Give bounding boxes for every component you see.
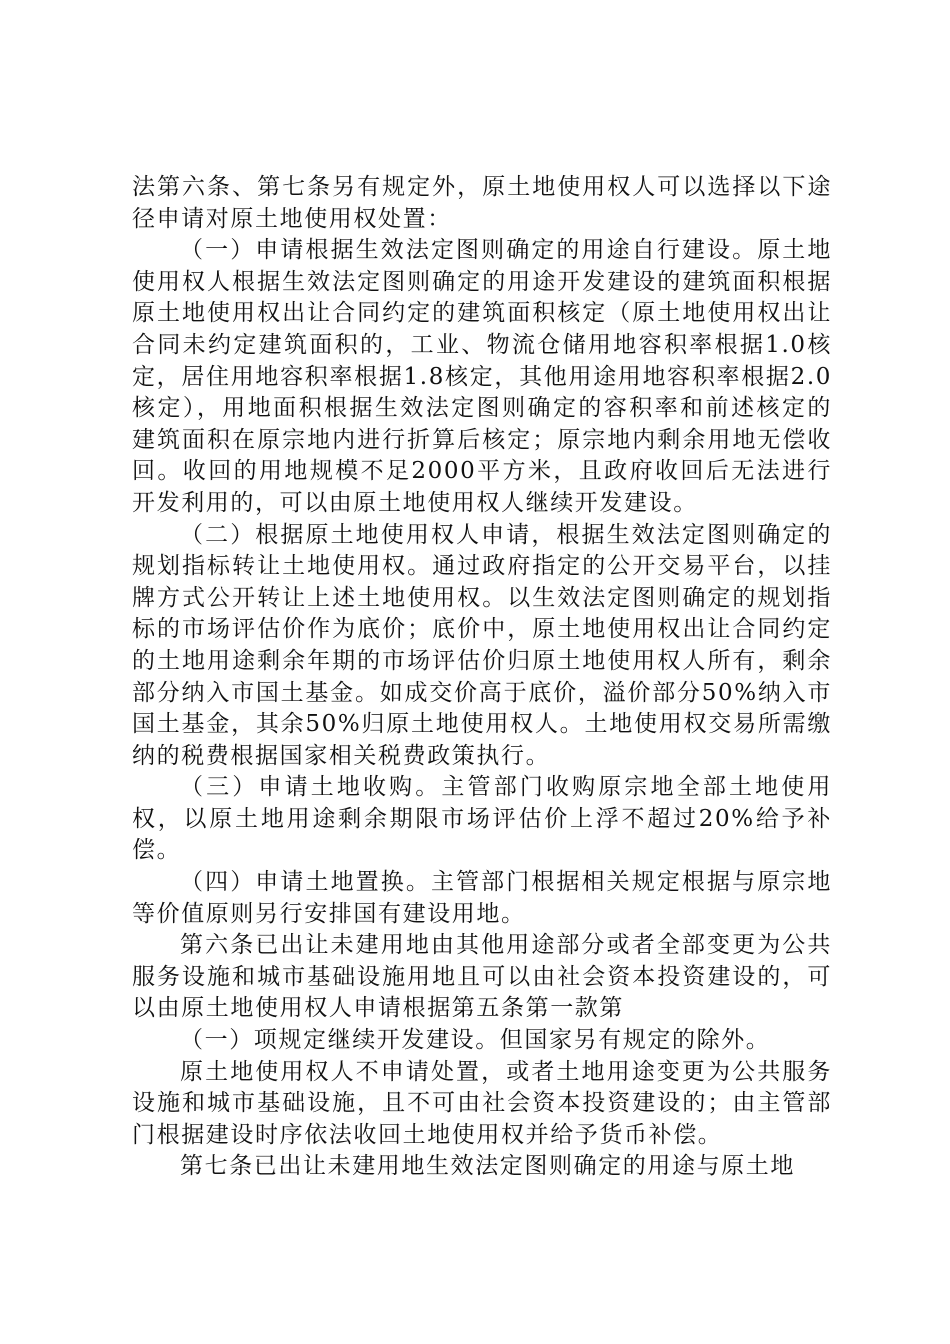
paragraph-article-7: 第七条已出让未建用地生效法定图则确定的用途与原土地 [180,1153,795,1180]
paragraph-item-4: （四）申请土地置换。主管部门根据相关规定根据与原宗地等价值原则另行安排国有建设用地。 [132,869,832,927]
paragraph-item-2: （二）根据原土地使用权人申请，根据生效法定图则确定的规划指标转让土地使用权。通过政府指定的公开交易平台，以挂牌方式公开转让上述土地使用权。以生效法定图则确定的规划指标的市场评估价作为底价；底价中，原土地使用权出让合同约定的土地用途剩余年期的市场评估价归原土地使用权人所有，剩余部分纳入市国土基金。如成交价高于底价，溢价部分50%纳入市国土基金，其余50%归原土地使用权人。土地使用权交易所需缴纳的税费根据国家相关税费政策执行。 [132,521,832,769]
paragraph-article-6: 第六条已出让未建用地由其他用途部分或者全部变更为公共服务设施和城市基础设施用地且可以由社会资本投资建设的，可以由原土地使用权人申请根据第五条第一款第 [132,932,832,1022]
document-body [132,172,832,1183]
paragraph-no-application: 原土地使用权人不申请处置，或者土地用途变更为公共服务设施和城市基础设施，且不可由社会资本投资建设的；由主管部门根据建设时序依法收回土地使用权并给予货币补偿。 [132,1058,832,1148]
paragraph-item-1: （一）申请根据生效法定图则确定的用途自行建设。原土地使用权人根据生效法定图则确定的用途开发建设的建筑面积根据原土地使用权出让合同约定的建筑面积核定（原土地使用权出让合同未约定建筑面积的，工业、物流仓储用地容积率根据1.0核定，居住用地容积率根据1.8核定，其他用途用地容积率根据2.0核定），用地面积根据生效法定图则确定的容积率和前述核定的建筑面积在原宗地内进行折算后核定；原宗地内剩余用地无偿收回。收回的用地规模不足2000平方米，且政府收回后无法进行开发利用的，可以由原土地使用权人继续开发建设。 [132,237,832,516]
paragraph-opening: 法第六条、第七条另有规定外，原土地使用权人可以选择以下途径申请对原土地使用权处置： [132,174,832,232]
paragraph-item-3: （三）申请土地收购。主管部门收购原宗地全部土地使用权，以原土地用途剩余期限市场评估价上浮不超过20%给予补偿。 [132,774,832,864]
paragraph-article-6-continued: （一）项规定继续开发建设。但国家另有规定的除外。 [180,1027,771,1054]
